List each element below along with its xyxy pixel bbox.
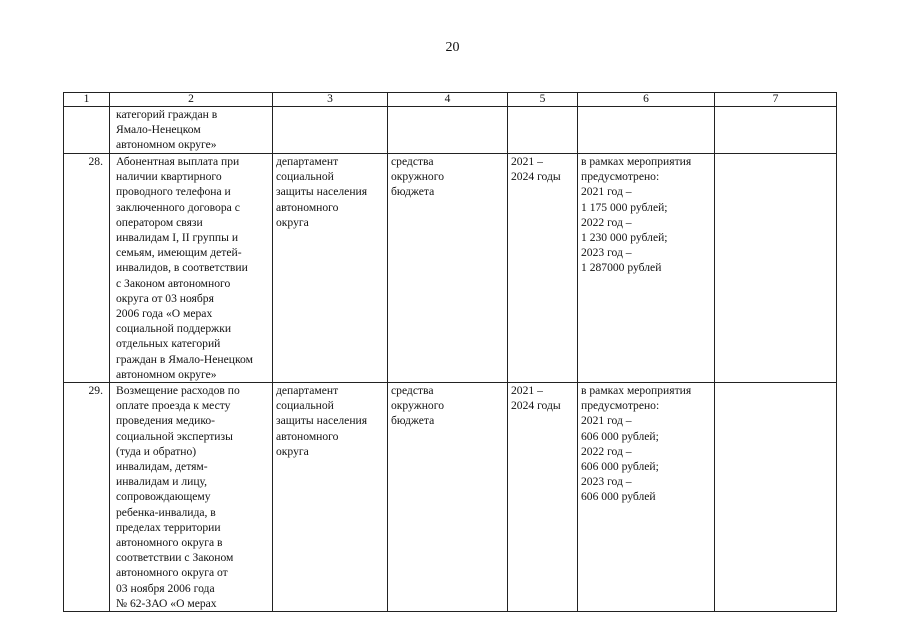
cell-text-line: с Законом автономного xyxy=(116,276,231,290)
cell-text-line: Ямало-Ненецком xyxy=(116,123,201,137)
cell-text-line: сопровождающему xyxy=(116,490,211,504)
cell-text-line: оплате проезда к месту xyxy=(116,399,231,413)
cell-text-line: в рамках мероприятия xyxy=(581,155,692,168)
notes-cell xyxy=(715,383,837,612)
funding-cell xyxy=(578,154,715,383)
cell-text-line: 2024 годы xyxy=(511,170,561,184)
source-cell xyxy=(388,107,508,154)
cell-text-line: ребенка-инвалида, в xyxy=(116,505,216,519)
table-header-row xyxy=(64,93,837,107)
cell-text-line: семьям, имеющим детей- xyxy=(116,246,242,260)
source-cell xyxy=(388,154,508,383)
cell-text-line: бюджета xyxy=(391,414,435,428)
cell-text-line: социальной xyxy=(276,399,334,413)
cell-text-line: автономного округа от xyxy=(116,566,228,580)
column-header: 7 xyxy=(715,93,837,107)
cell-text-line: 2021 год – xyxy=(581,185,632,199)
cell-text-line: оператором связи xyxy=(116,215,203,229)
cell-text-line: соответствии с Законом xyxy=(116,551,234,565)
funding-cell xyxy=(578,107,715,154)
cell-text-line: 1 175 000 рублей; xyxy=(581,200,668,214)
cell-text-line: округа xyxy=(276,444,309,458)
number-cell: 29. xyxy=(64,383,110,612)
cell-text-line: средства xyxy=(391,155,434,168)
cell-text-line: защиты населения xyxy=(276,414,368,428)
number-cell: 28. xyxy=(64,154,110,383)
description-cell xyxy=(110,107,273,154)
measures-table xyxy=(63,92,837,612)
cell-text-line: предусмотрено: xyxy=(581,170,660,184)
cell-text-line: социальной xyxy=(276,170,334,184)
page-number: 20 xyxy=(445,40,460,55)
notes-cell xyxy=(715,107,837,154)
cell-text-line: 2023 год – xyxy=(581,246,632,260)
cell-text-line: защиты населения xyxy=(276,185,368,199)
cell-text-line: округа xyxy=(276,215,309,229)
period-cell xyxy=(508,107,578,154)
cell-text-line: 2021 – xyxy=(511,155,543,168)
cell-text-line: проведения медико- xyxy=(116,414,216,428)
cell-text-line: 2024 годы xyxy=(511,399,561,413)
period-cell xyxy=(508,154,578,383)
period-cell xyxy=(508,383,578,612)
cell-text-line: категорий граждан в xyxy=(116,108,218,121)
cell-text-line: в рамках мероприятия xyxy=(581,384,692,398)
cell-text-line: отдельных категорий xyxy=(116,337,221,351)
cell-text-line: 2021 год – xyxy=(581,414,632,428)
cell-text-line: проводного телефона и xyxy=(116,185,231,199)
cell-text-line: автономного округа в xyxy=(116,536,223,550)
cell-text-line: автономного xyxy=(276,200,339,214)
cell-text-line: 03 ноября 2006 года xyxy=(116,581,215,595)
column-header: 5 xyxy=(508,93,578,107)
cell-text-line: 606 000 рублей; xyxy=(581,429,659,443)
cell-text-line: департамент xyxy=(276,155,339,168)
cell-text-line: Абонентная выплата при xyxy=(116,155,240,168)
cell-text-line: 2022 год – xyxy=(581,215,632,229)
cell-text-line: 2006 года «О мерах xyxy=(116,307,213,321)
cell-text-line: инвалидов, в соответствии xyxy=(116,261,248,275)
column-header: 2 xyxy=(110,93,273,107)
cell-text-line: 1 230 000 рублей; xyxy=(581,231,668,245)
cell-text-line: Возмещение расходов по xyxy=(116,384,240,398)
column-header: 6 xyxy=(578,93,715,107)
cell-text-line: предусмотрено: xyxy=(581,399,660,413)
cell-text-line: 1 287000 рублей xyxy=(581,261,662,275)
column-header: 3 xyxy=(273,93,388,107)
cell-text-line: № 62-ЗАО «О мерах xyxy=(116,596,217,610)
cell-text-line: инвалидам и лицу, xyxy=(116,475,208,489)
cell-text-line: автономном округе» xyxy=(116,367,217,381)
cell-text-line: наличии квартирного xyxy=(116,170,222,184)
executor-cell xyxy=(273,154,388,383)
cell-text-line: 2022 год – xyxy=(581,444,632,458)
cell-text-line: социальной экспертизы xyxy=(116,429,233,443)
cell-text-line: инвалидам I, II группы и xyxy=(116,231,239,245)
cell-text-line: 606 000 рублей; xyxy=(581,460,659,474)
cell-text-line: окружного xyxy=(391,170,444,184)
cell-text-line: 606 000 рублей xyxy=(581,490,656,504)
cell-text-line: департамент xyxy=(276,384,339,398)
column-header: 1 xyxy=(64,93,110,107)
cell-text-line: окружного xyxy=(391,399,444,413)
cell-text-line: округа от 03 ноября xyxy=(116,291,214,305)
cell-text-line: (туда и обратно) xyxy=(116,444,197,458)
description-cell xyxy=(110,383,273,612)
cell-text-line: граждан в Ямало-Ненецком xyxy=(116,352,253,366)
executor-cell xyxy=(273,383,388,612)
table-row xyxy=(64,383,837,612)
number-cell xyxy=(64,107,110,154)
description-cell xyxy=(110,154,273,383)
executor-cell xyxy=(273,107,388,154)
cell-text-line: социальной поддержки xyxy=(116,322,232,336)
table-row xyxy=(64,154,837,383)
cell-text-line: автономного xyxy=(276,429,339,443)
funding-cell xyxy=(578,383,715,612)
cell-text-line: бюджета xyxy=(391,185,435,199)
cell-text-line: заключенного договора с xyxy=(116,200,240,214)
cell-text-line: средства xyxy=(391,384,434,398)
cell-text-line: 2021 – xyxy=(511,384,543,398)
cell-text-line: инвалидам, детям- xyxy=(116,460,208,474)
cell-text-line: пределах территории xyxy=(116,520,221,534)
column-header: 4 xyxy=(388,93,508,107)
source-cell xyxy=(388,383,508,612)
table-row-continuation xyxy=(64,107,837,154)
cell-text-line: 2023 год – xyxy=(581,475,632,489)
cell-text-line: автономном округе» xyxy=(116,138,217,152)
notes-cell xyxy=(715,154,837,383)
